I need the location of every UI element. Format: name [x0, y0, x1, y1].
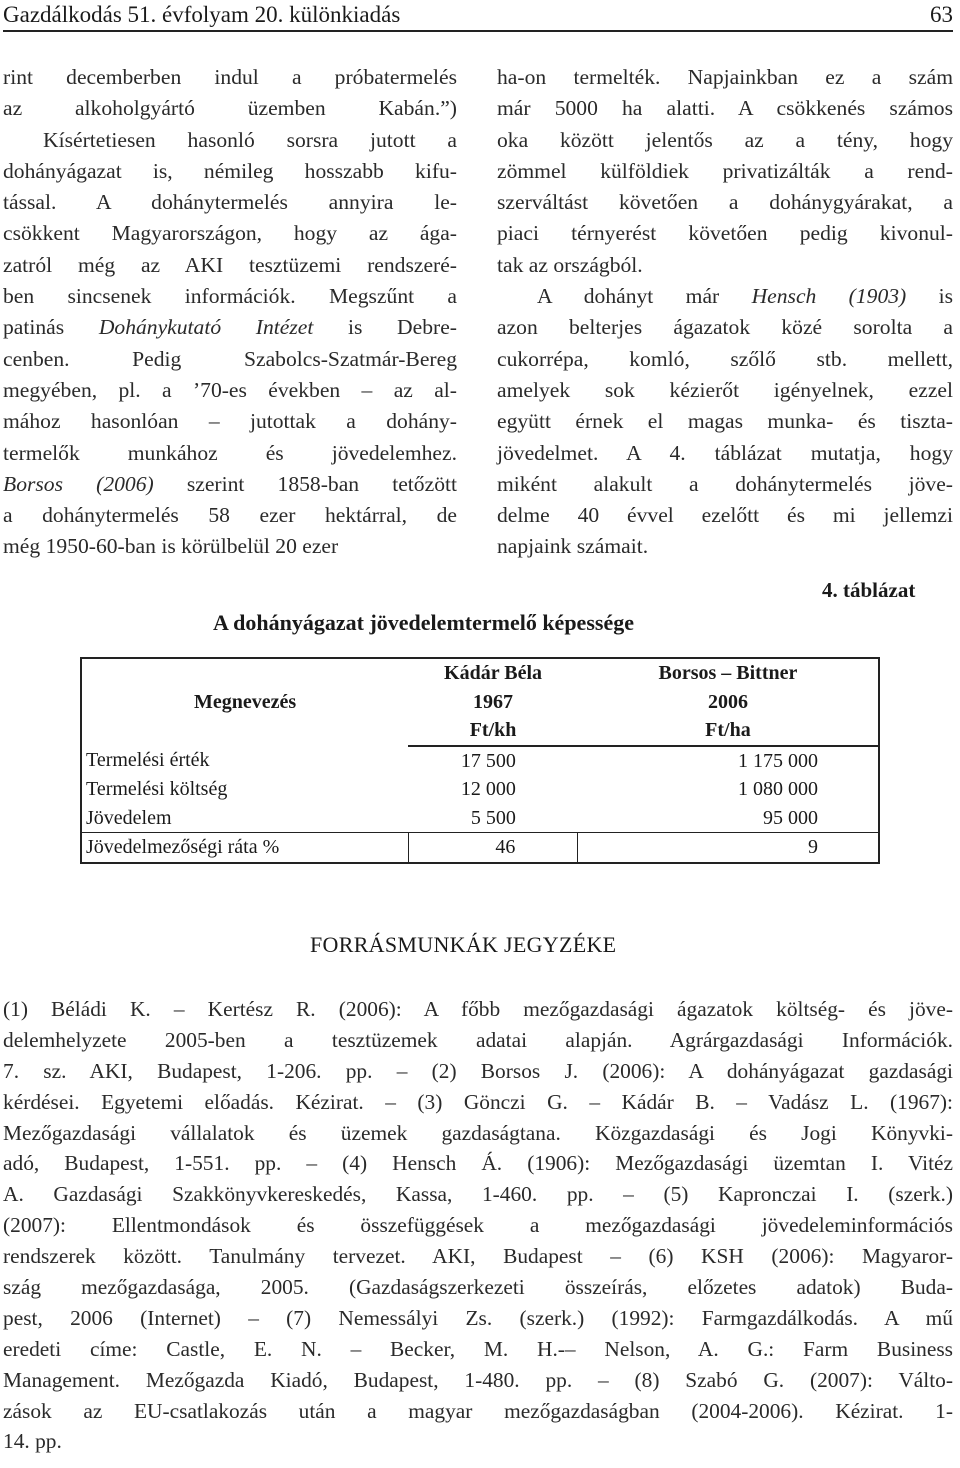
table-title: A dohányágazat jövedelemtermelő képessége	[213, 610, 634, 635]
references-list	[3, 994, 953, 1457]
table-number: 4. táblázat	[822, 578, 916, 602]
row-value-2006: 1 080 000	[578, 775, 879, 804]
right-column-line: cukorrépa, komló, szőlő stb. mellett,	[497, 346, 953, 371]
left-column-line: cenben. Pedig Szabolcs-Szatmár-Bereg	[3, 346, 457, 371]
right-column-line: tak az országból.	[497, 252, 643, 277]
left-text-column	[3, 62, 457, 563]
table-row	[81, 746, 879, 776]
right-text-column	[497, 62, 953, 563]
left-column-line: Kísértetiesen hasonló sorsra jutott a	[43, 127, 457, 152]
reference-line: 14. pp.	[3, 1429, 62, 1454]
reference-line: eredeti címe: Castle, E. N. – Becker, M. H.-– Nelson, A. G.: Farm Business	[3, 1336, 953, 1361]
reference-line: rendszerek között. Tanulmány tervezet. AKI, Budapest – (6) KSH (2006): Magyaror-	[3, 1244, 953, 1269]
col1-header-line3: Ft/kh	[408, 716, 578, 746]
col-header-label: Megnevezés	[81, 658, 408, 746]
reference-line: delemhelyzete 2005-ben a tesztüzemek adatai alapján. Agrárgazdasági Információk.	[3, 1027, 953, 1052]
table-row	[81, 775, 879, 804]
reference-line: adó, Budapest, 1-551. pp. – (4) Hensch Á. (1906): Mezőgazdasági üzemtan I. Vitéz	[3, 1151, 953, 1176]
table-row	[81, 833, 879, 863]
journal-title: Gazdálkodás 51. évfolyam 20. különkiadás	[3, 2, 401, 27]
reference-line: (2007): Ellentmondások és összefüggések a mezőgazdasági jövedeleminformációs	[3, 1213, 953, 1238]
right-column-line: oka között jelentős az a tény, hogy	[497, 127, 953, 152]
right-column-line: azon belterjes ágazatok közé sorolta a	[497, 315, 953, 340]
reference-line: pest, 2006 (Internet) – (7) Nemessályi Zs. (szerk.) (1992): Farmgazdálkodás. A mű	[3, 1305, 953, 1330]
reference-line: szág mezőgazdasága, 2005. (Gazdaságszerkezeti összeírás, előzetes adatok) Buda-	[3, 1275, 953, 1300]
left-column-line: még 1950-60-ban is körülbelül 20 ezer	[3, 534, 339, 559]
row-label: Termelési költség	[81, 775, 408, 804]
table-row	[81, 804, 879, 833]
right-column-line: miként alakult a dohánytermelés jöve-	[497, 471, 953, 496]
reference-line: Management. Mezőgazda Kiadó, Budapest, 1-480. pp. – (8) Szabó G. (2007): Válto-	[3, 1367, 953, 1392]
left-column-line: a dohánytermelés 58 ezer hektárral, de	[3, 503, 457, 528]
row-value-2006: 95 000	[578, 804, 879, 833]
left-column-line: csökkent Magyarországon, hogy az ága-	[3, 221, 457, 246]
left-column-line: patinás Dohánykutató Intézet is Debre-	[3, 315, 457, 340]
left-column-line: tással. A dohánytermelés annyira le-	[3, 190, 457, 215]
income-table	[80, 657, 880, 864]
left-column-line: az alkoholgyártó üzemben Kabán.”)	[3, 96, 457, 121]
left-column-line: Borsos (2006) szerint 1858-ban tetőzött	[3, 471, 457, 496]
reference-line: A. Gazdasági Szakkönyvkereskedés, Kassa, 1-460. pp. – (5) Kapronczai I. (szerk.)	[3, 1182, 953, 1207]
reference-line: (1) Béládi K. – Kertész R. (2006): A főbb mezőgazdasági ágazatok költség- és jöve-	[3, 997, 953, 1021]
left-column-line: termelők munkához és jövedelemhez.	[3, 440, 457, 465]
col2-header-line2: 2006	[578, 688, 879, 717]
row-value-1967: 12 000	[460, 778, 516, 800]
left-column-line: ben sincsenek információk. Megszűnt a	[3, 284, 457, 309]
col2-header-line3: Ft/ha	[578, 716, 879, 746]
right-column-line: jövedelmet. A 4. táblázat mutatja, hogy	[497, 440, 953, 465]
left-column-line: rint decemberben indul a próbatermelés	[3, 65, 457, 89]
reference-line: kérdései. Egyetemi előadás. Kézirat. – (3) Gönczi G. – Kádár B. – Vadász L. (1967):	[3, 1089, 953, 1114]
reference-line: 7. sz. AKI, Budapest, 1-206. pp. – (2) Borsos J. (2006): A dohányágazat gazdasági	[3, 1058, 953, 1083]
row-value-1967: 17 500	[460, 749, 516, 772]
reference-line: zások az EU-csatlakozás után a magyar mezőgazdaságban (2004-2006). Kézirat. 1-	[3, 1398, 953, 1423]
page-number: 63	[930, 2, 953, 27]
row-label: Jövedelem	[81, 804, 408, 833]
right-column-line: ha-on termelték. Napjainkban ez a szám	[497, 65, 953, 89]
right-column-line: szerváltást követően a dohánygyárakat, a	[497, 190, 953, 215]
col1-header-line2: 1967	[473, 690, 514, 713]
right-column-line: delme 40 évvel ezelőtt és mi jellemzi	[497, 503, 953, 528]
row-value-1967: 46	[408, 833, 578, 863]
running-header	[3, 0, 953, 32]
row-value-2006: 1 175 000	[578, 746, 879, 776]
right-column-line: már 5000 ha alatti. A csökkenés számos	[497, 96, 953, 121]
left-column-line: dohányágazat is, némileg hosszabb kifu-	[3, 158, 457, 183]
left-column-line: zatról még az AKI tesztüzemi rendszeré-	[3, 252, 457, 277]
references-heading: FORRÁSMUNKÁK JEGYZÉKE	[310, 932, 617, 957]
right-column-line: A dohányt már Hensch (1903) is	[537, 284, 953, 309]
row-label: Jövedelmezőségi ráta %	[81, 833, 408, 863]
left-column-line: mához hasonlóan – jutottak a dohány-	[3, 409, 457, 434]
right-column-line: amelyek sok kézierőt igényelnek, ezzel	[497, 377, 953, 402]
right-column-line: zömmel külföldiek privatizálták a rend-	[497, 158, 953, 183]
reference-line: Mezőgazdasági vállalatok és üzemek gazdaságtana. Közgazdasági és Jogi Könyvki-	[3, 1120, 953, 1145]
col2-header-line1: Borsos – Bittner	[578, 658, 879, 688]
row-label: Termelési érték	[81, 746, 408, 776]
left-column-line: megyében, pl. a ’70-es években – az al-	[3, 377, 457, 402]
right-column-line: napjaink számait.	[497, 534, 649, 559]
col1-header-line1: Kádár Béla	[408, 658, 578, 688]
row-value-1967: 5 500	[470, 806, 516, 829]
right-column-line: piaci térnyerést követően pedig kivonul-	[497, 221, 953, 246]
row-value-2006: 9	[578, 833, 879, 863]
right-column-line: együtt érnek el magas munka- és tiszta-	[497, 409, 953, 434]
